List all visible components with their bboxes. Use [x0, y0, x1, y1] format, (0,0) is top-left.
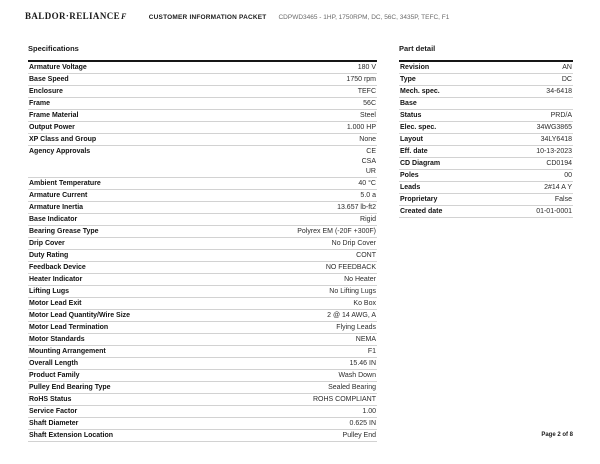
part-detail-row — [399, 122, 573, 134]
part-detail-value: False — [554, 196, 572, 203]
spec-row — [28, 98, 377, 110]
spec-value: 15.46 IN — [349, 360, 376, 367]
part-detail-label: CD Diagram — [400, 160, 441, 167]
spec-value: ROHS COMPLIANT — [312, 396, 376, 403]
spec-value: 40 °C — [358, 180, 376, 187]
spec-value: No Lifting Lugs — [329, 288, 376, 295]
part-detail-title: Part detail — [399, 44, 436, 53]
part-detail-label: Eff. date — [400, 148, 428, 155]
spec-label: Motor Lead Exit — [29, 300, 82, 307]
spec-row — [28, 262, 377, 274]
spec-value: Wash Down — [338, 372, 376, 379]
part-detail-row — [399, 74, 573, 86]
spec-row — [28, 394, 377, 406]
spec-value: 0.625 IN — [349, 420, 376, 427]
part-detail-label: Proprietary — [400, 196, 438, 203]
spec-value: Ko Box — [353, 300, 376, 307]
part-detail-row — [399, 62, 573, 74]
part-detail-label: Created date — [400, 208, 443, 215]
logo-mark: F — [121, 12, 127, 21]
spec-row — [28, 238, 377, 250]
spec-value: Sealed Bearing — [328, 384, 376, 391]
part-detail-value: 34-6418 — [546, 88, 572, 95]
spec-label: Mounting Arrangement — [29, 348, 106, 355]
part-detail-value: CD0194 — [546, 160, 572, 167]
spec-value: TEFC — [357, 88, 376, 95]
spec-value: None — [359, 136, 376, 143]
spec-value: CE CSA UR — [361, 148, 376, 175]
part-detail-value: DC — [561, 76, 572, 83]
spec-row — [28, 406, 377, 418]
spec-label: Feedback Device — [29, 264, 86, 271]
spec-label: Shaft Extension Location — [29, 432, 114, 439]
spec-value: 1.000 HP — [346, 124, 376, 131]
specifications-section — [28, 44, 377, 442]
part-detail-label: Status — [400, 112, 422, 119]
spec-row — [28, 226, 377, 238]
spec-row — [28, 334, 377, 346]
part-detail-label: Mech. spec. — [400, 88, 440, 95]
spec-value: 1750 rpm — [346, 76, 376, 83]
spec-row — [28, 310, 377, 322]
product-summary: CDPWD3465 - 1HP, 1750RPM, DC, 56C, 3435P, TEFC, F1 — [278, 14, 450, 21]
spec-value: No Drip Cover — [331, 240, 376, 247]
spec-row — [28, 382, 377, 394]
spec-row — [28, 62, 377, 74]
spec-value: 2 @ 14 AWG, A — [327, 312, 376, 319]
part-detail-label: Poles — [400, 172, 419, 179]
specifications-table — [28, 60, 377, 442]
spec-label: Pulley End Bearing Type — [29, 384, 111, 391]
spec-row — [28, 430, 377, 442]
spec-value: CONT — [356, 252, 376, 259]
spec-label: Armature Current — [29, 192, 88, 199]
spec-value: 13.657 lb-ft2 — [337, 204, 376, 211]
spec-label: Armature Inertia — [29, 204, 84, 211]
part-detail-section — [399, 44, 573, 218]
part-detail-row — [399, 146, 573, 158]
spec-label: Output Power — [29, 124, 75, 131]
part-detail-label: Base — [400, 100, 417, 107]
spec-label: XP Class and Group — [29, 136, 97, 143]
spec-label: Agency Approvals — [29, 148, 91, 155]
spec-label: Enclosure — [29, 88, 63, 95]
spec-label: Drip Cover — [29, 240, 65, 247]
spec-value: 56C — [363, 100, 376, 107]
logo-text: BALDOR·RELIANCE — [25, 11, 121, 21]
part-detail-value: PRD/A — [550, 112, 572, 119]
spec-row — [28, 146, 377, 178]
spec-label: Overall Length — [29, 360, 79, 367]
spec-label: Base Speed — [29, 76, 69, 83]
spec-row — [28, 418, 377, 430]
part-detail-row — [399, 182, 573, 194]
spec-value: 1.00 — [362, 408, 376, 415]
spec-row — [28, 214, 377, 226]
part-detail-value: 2#14 A Y — [544, 184, 572, 191]
spec-value: F1 — [367, 348, 376, 355]
spec-row — [28, 286, 377, 298]
spec-row — [28, 346, 377, 358]
spec-label: Motor Standards — [29, 336, 85, 343]
part-detail-value: 34WG3865 — [536, 124, 572, 131]
spec-row — [28, 274, 377, 286]
spec-row — [28, 250, 377, 262]
spec-label: Duty Rating — [29, 252, 69, 259]
part-detail-row — [399, 158, 573, 170]
spec-label: Bearing Grease Type — [29, 228, 99, 235]
spec-value: 180 V — [357, 64, 376, 71]
spec-value: NO FEEDBACK — [325, 264, 376, 271]
part-detail-label: Layout — [400, 136, 423, 143]
spec-value: Rigid — [360, 216, 376, 223]
spec-value: Polyrex EM (-20F +300F) — [297, 228, 376, 235]
spec-label: Armature Voltage — [29, 64, 87, 71]
part-detail-row — [399, 206, 573, 218]
part-detail-value: 00 — [564, 172, 572, 179]
spec-row — [28, 122, 377, 134]
specifications-title: Specifications — [28, 44, 79, 53]
spec-label: Motor Lead Termination — [29, 324, 109, 331]
part-detail-table — [399, 60, 573, 218]
part-detail-row — [399, 98, 573, 110]
spec-row — [28, 190, 377, 202]
spec-row — [28, 298, 377, 310]
spec-label: Heater Indicator — [29, 276, 83, 283]
part-detail-label: Leads — [400, 184, 421, 191]
spec-label: Base Indicator — [29, 216, 78, 223]
part-detail-label: Revision — [400, 64, 430, 71]
spec-value: No Heater — [344, 276, 376, 283]
spec-row — [28, 178, 377, 190]
spec-label: Lifting Lugs — [29, 288, 70, 295]
part-detail-row — [399, 194, 573, 206]
spec-value: Pulley End — [342, 432, 376, 439]
spec-row — [28, 134, 377, 146]
baldor-reliance-logo — [25, 11, 127, 21]
spec-value: Steel — [360, 112, 376, 119]
spec-value: 5.0 a — [360, 192, 376, 199]
spec-label: Frame — [29, 100, 51, 107]
part-detail-label: Type — [400, 76, 416, 83]
spec-value: NEMA — [355, 336, 376, 343]
spec-row — [28, 358, 377, 370]
spec-row — [28, 322, 377, 334]
part-detail-value: AN — [562, 64, 572, 71]
page-number: Page 2 of 8 — [541, 432, 573, 438]
part-detail-value: 10-13-2023 — [536, 148, 572, 155]
page-header — [25, 11, 575, 21]
spec-row — [28, 202, 377, 214]
part-detail-row — [399, 134, 573, 146]
part-detail-row — [399, 170, 573, 182]
part-detail-row — [399, 110, 573, 122]
part-detail-row — [399, 86, 573, 98]
doc-title: CUSTOMER INFORMATION PACKET — [148, 14, 267, 21]
spec-label: Shaft Diameter — [29, 420, 79, 427]
spec-row — [28, 370, 377, 382]
spec-label: RoHS Status — [29, 396, 72, 403]
spec-label: Product Family — [29, 372, 80, 379]
spec-value: Flying Leads — [336, 324, 376, 331]
part-detail-value: 01-01-0001 — [536, 208, 572, 215]
spec-row — [28, 110, 377, 122]
part-detail-label: Elec. spec. — [400, 124, 437, 131]
spec-label: Frame Material — [29, 112, 79, 119]
spec-row — [28, 74, 377, 86]
spec-label: Ambient Temperature — [29, 180, 101, 187]
spec-label: Motor Lead Quantity/Wire Size — [29, 312, 131, 319]
part-detail-value: 34LY6418 — [540, 136, 572, 143]
spec-label: Service Factor — [29, 408, 78, 415]
spec-row — [28, 86, 377, 98]
